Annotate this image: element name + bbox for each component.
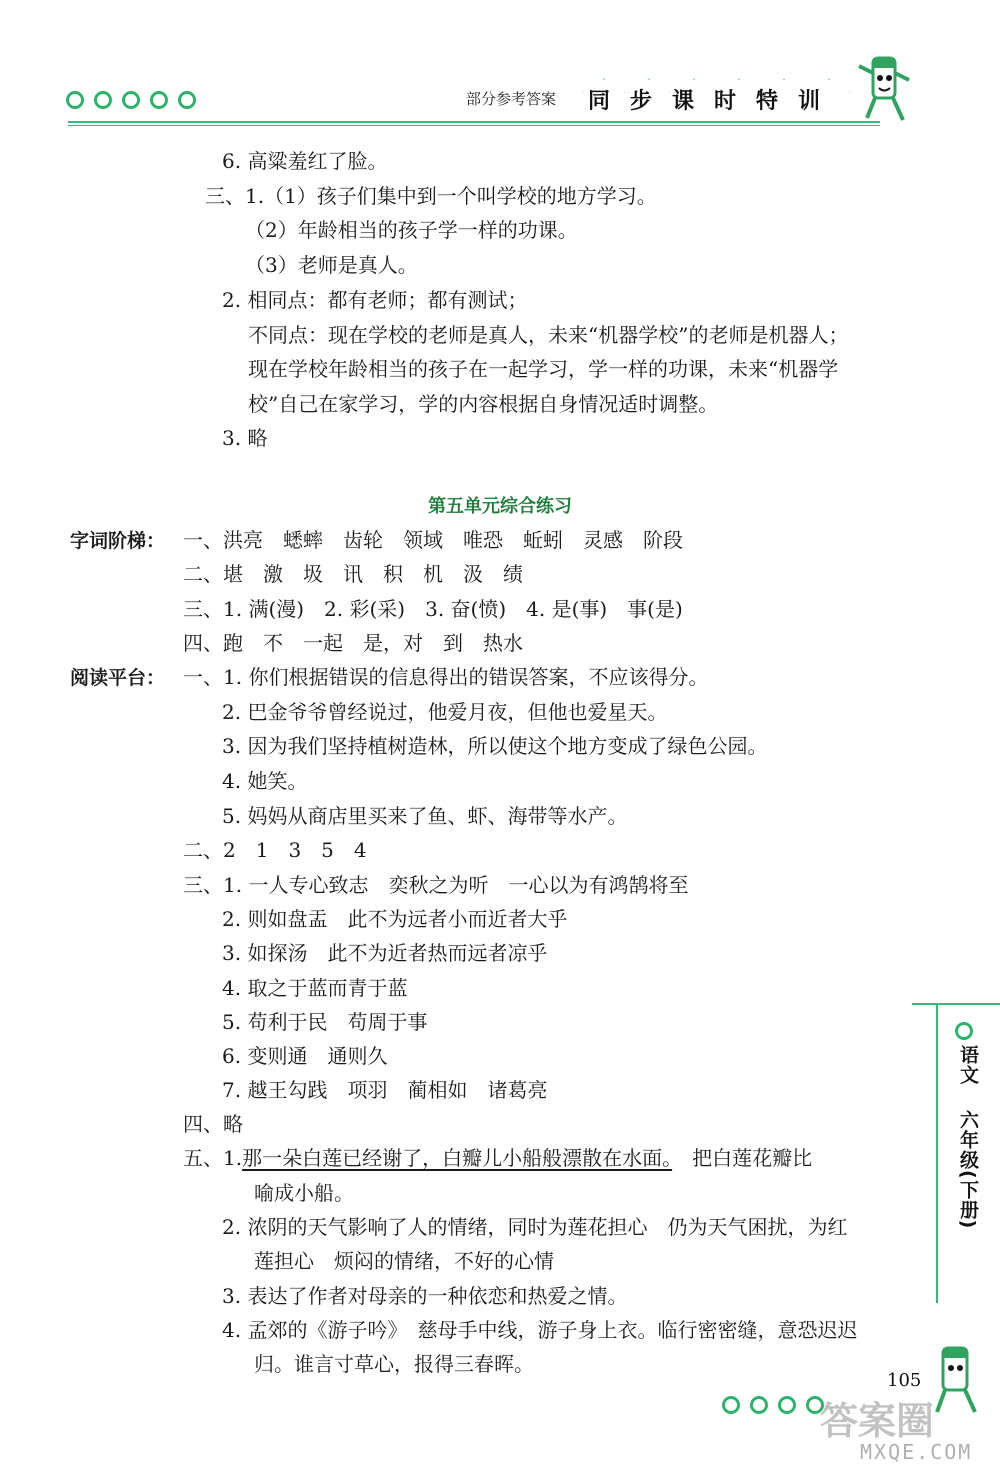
side-rule	[912, 1003, 1000, 1005]
ziCi-line: 三、1. 满(漫) 2. 彩(采) 3. 奋(愤) 4. 是(事) 事(是)	[183, 597, 683, 621]
answer-line: 3. 如探汤 此不为近者热而远者凉乎	[222, 941, 548, 965]
watermark-url: MXQE.COM	[860, 1440, 973, 1464]
side-subject: 语文	[957, 1045, 979, 1085]
yueDu-label: 阅读平台：	[70, 667, 166, 689]
decor-circle-icon	[94, 91, 112, 109]
answer-line: 喻成小船。	[254, 1181, 354, 1205]
header-title: 同步课时特训	[588, 89, 841, 114]
answer-line: 5. 妈妈从商店里买来了鱼、虾、海带等水产。	[222, 804, 628, 828]
decor-circle-icon	[122, 91, 140, 109]
answer-line: 莲担心 烦闷的情绪，不好的心情	[254, 1249, 554, 1273]
answer-line: 校”自己在家学习，学的内容根据自身情况适时调整。	[248, 392, 719, 416]
decor-circle-icon	[150, 91, 168, 109]
decor-circle-icon	[66, 91, 84, 109]
answer-line: 7. 越王勾践 项羽 蔺相如 诸葛亮	[222, 1078, 548, 1102]
answer-line: 2. 巴金爷爷曾经说过，他爱月夜，但他也爱星天。	[222, 700, 668, 724]
answer-line: 现在学校年龄相当的孩子在一起学习，学一样的功课，未来“机器学	[248, 357, 839, 381]
answer-line: 不同点：现在学校的老师是真人，未来“机器学校”的老师是机器人；	[248, 323, 849, 347]
decor-circle-icon	[178, 91, 196, 109]
q5-rest: 把白莲花瓣比	[672, 1146, 813, 1170]
header-rule-thin	[68, 125, 880, 126]
answer-line: 4. 孟郊的《游子吟》 慈母手中线，游子身上衣。临行密密缝，意恐迟迟	[222, 1318, 858, 1342]
answer-line: （3）老师是真人。	[245, 253, 418, 277]
section-title: 第五单元综合练习	[428, 496, 572, 517]
answer-line: （2）年龄相当的孩子学一样的功课。	[245, 218, 578, 242]
side-grade: 六年级(下册)	[957, 1110, 979, 1230]
ziCi-line: 二、堪 激 圾 讯 积 机 汲 绩	[183, 562, 523, 586]
answer-line: 3. 表达了作者对母亲的一种依恋和热爱之情。	[222, 1284, 628, 1308]
answer-line: 2. 相同点：都有老师；都有测试；	[222, 288, 528, 312]
header-rule	[68, 121, 880, 123]
answer-line: 三、1.（1）孩子们集中到一个叫学校的地方学习。	[205, 184, 657, 208]
answer-line-q5	[183, 1145, 812, 1171]
answer-line: 二、2 1 3 5 4	[183, 838, 367, 862]
answer-line: 6. 高粱羞红了脸。	[222, 149, 388, 173]
pencil-mascot-icon	[855, 48, 915, 128]
ziCi-line: 一、洪亮 蟋蟀 齿轮 领域 唯恐 蚯蚓 灵感 阶段	[183, 528, 683, 552]
header-label: 部分参考答案	[466, 90, 557, 108]
answer-line: 5. 苟利于民 苟周于事	[222, 1010, 428, 1034]
answer-line: 归。谁言寸草心，报得三春晖。	[254, 1352, 534, 1376]
decor-circle-icon	[750, 1396, 768, 1414]
answer-line: 2. 则如盘盂 此不为远者小而近者大乎	[222, 907, 568, 931]
answer-line: 3. 因为我们坚持植树造林，所以使这个地方变成了绿色公园。	[222, 734, 768, 758]
q5-underlined-sentence: 那一朵白莲已经谢了，白瓣儿小船般漂散在水面。	[242, 1146, 673, 1170]
decor-circle-icon	[955, 1022, 973, 1040]
answer-line: 6. 变则通 通则久	[222, 1044, 388, 1068]
answer-line: 3. 略	[222, 426, 268, 450]
answer-line: 4. 她笑。	[222, 769, 308, 793]
decor-circle-icon	[778, 1396, 796, 1414]
answer-line: 四、略	[183, 1112, 243, 1136]
ziCi-line: 四、跑 不 一起 是，对 到 热水	[183, 631, 523, 655]
answer-line: 一、1. 你们根据错误的信息得出的错误答案，不应该得分。	[183, 665, 709, 689]
answer-line: 4. 取之于蓝而青于蓝	[222, 976, 408, 1000]
watermark-text: 答案圈	[820, 1399, 935, 1443]
q5-prefix: 五、1.	[183, 1146, 243, 1170]
side-vrule	[936, 1003, 938, 1303]
answer-line: 三、1. 一人专心致志 奕秋之为听 一心以为有鸿鹄将至	[183, 873, 689, 897]
page-number: 105	[887, 1370, 922, 1391]
decor-circle-icon	[722, 1396, 740, 1414]
answer-line: 2. 浓阴的天气影响了人的情绪，同时为莲花担心 仍为天气困扰，为红	[222, 1215, 848, 1239]
ziCi-label: 字词阶梯：	[70, 530, 166, 552]
